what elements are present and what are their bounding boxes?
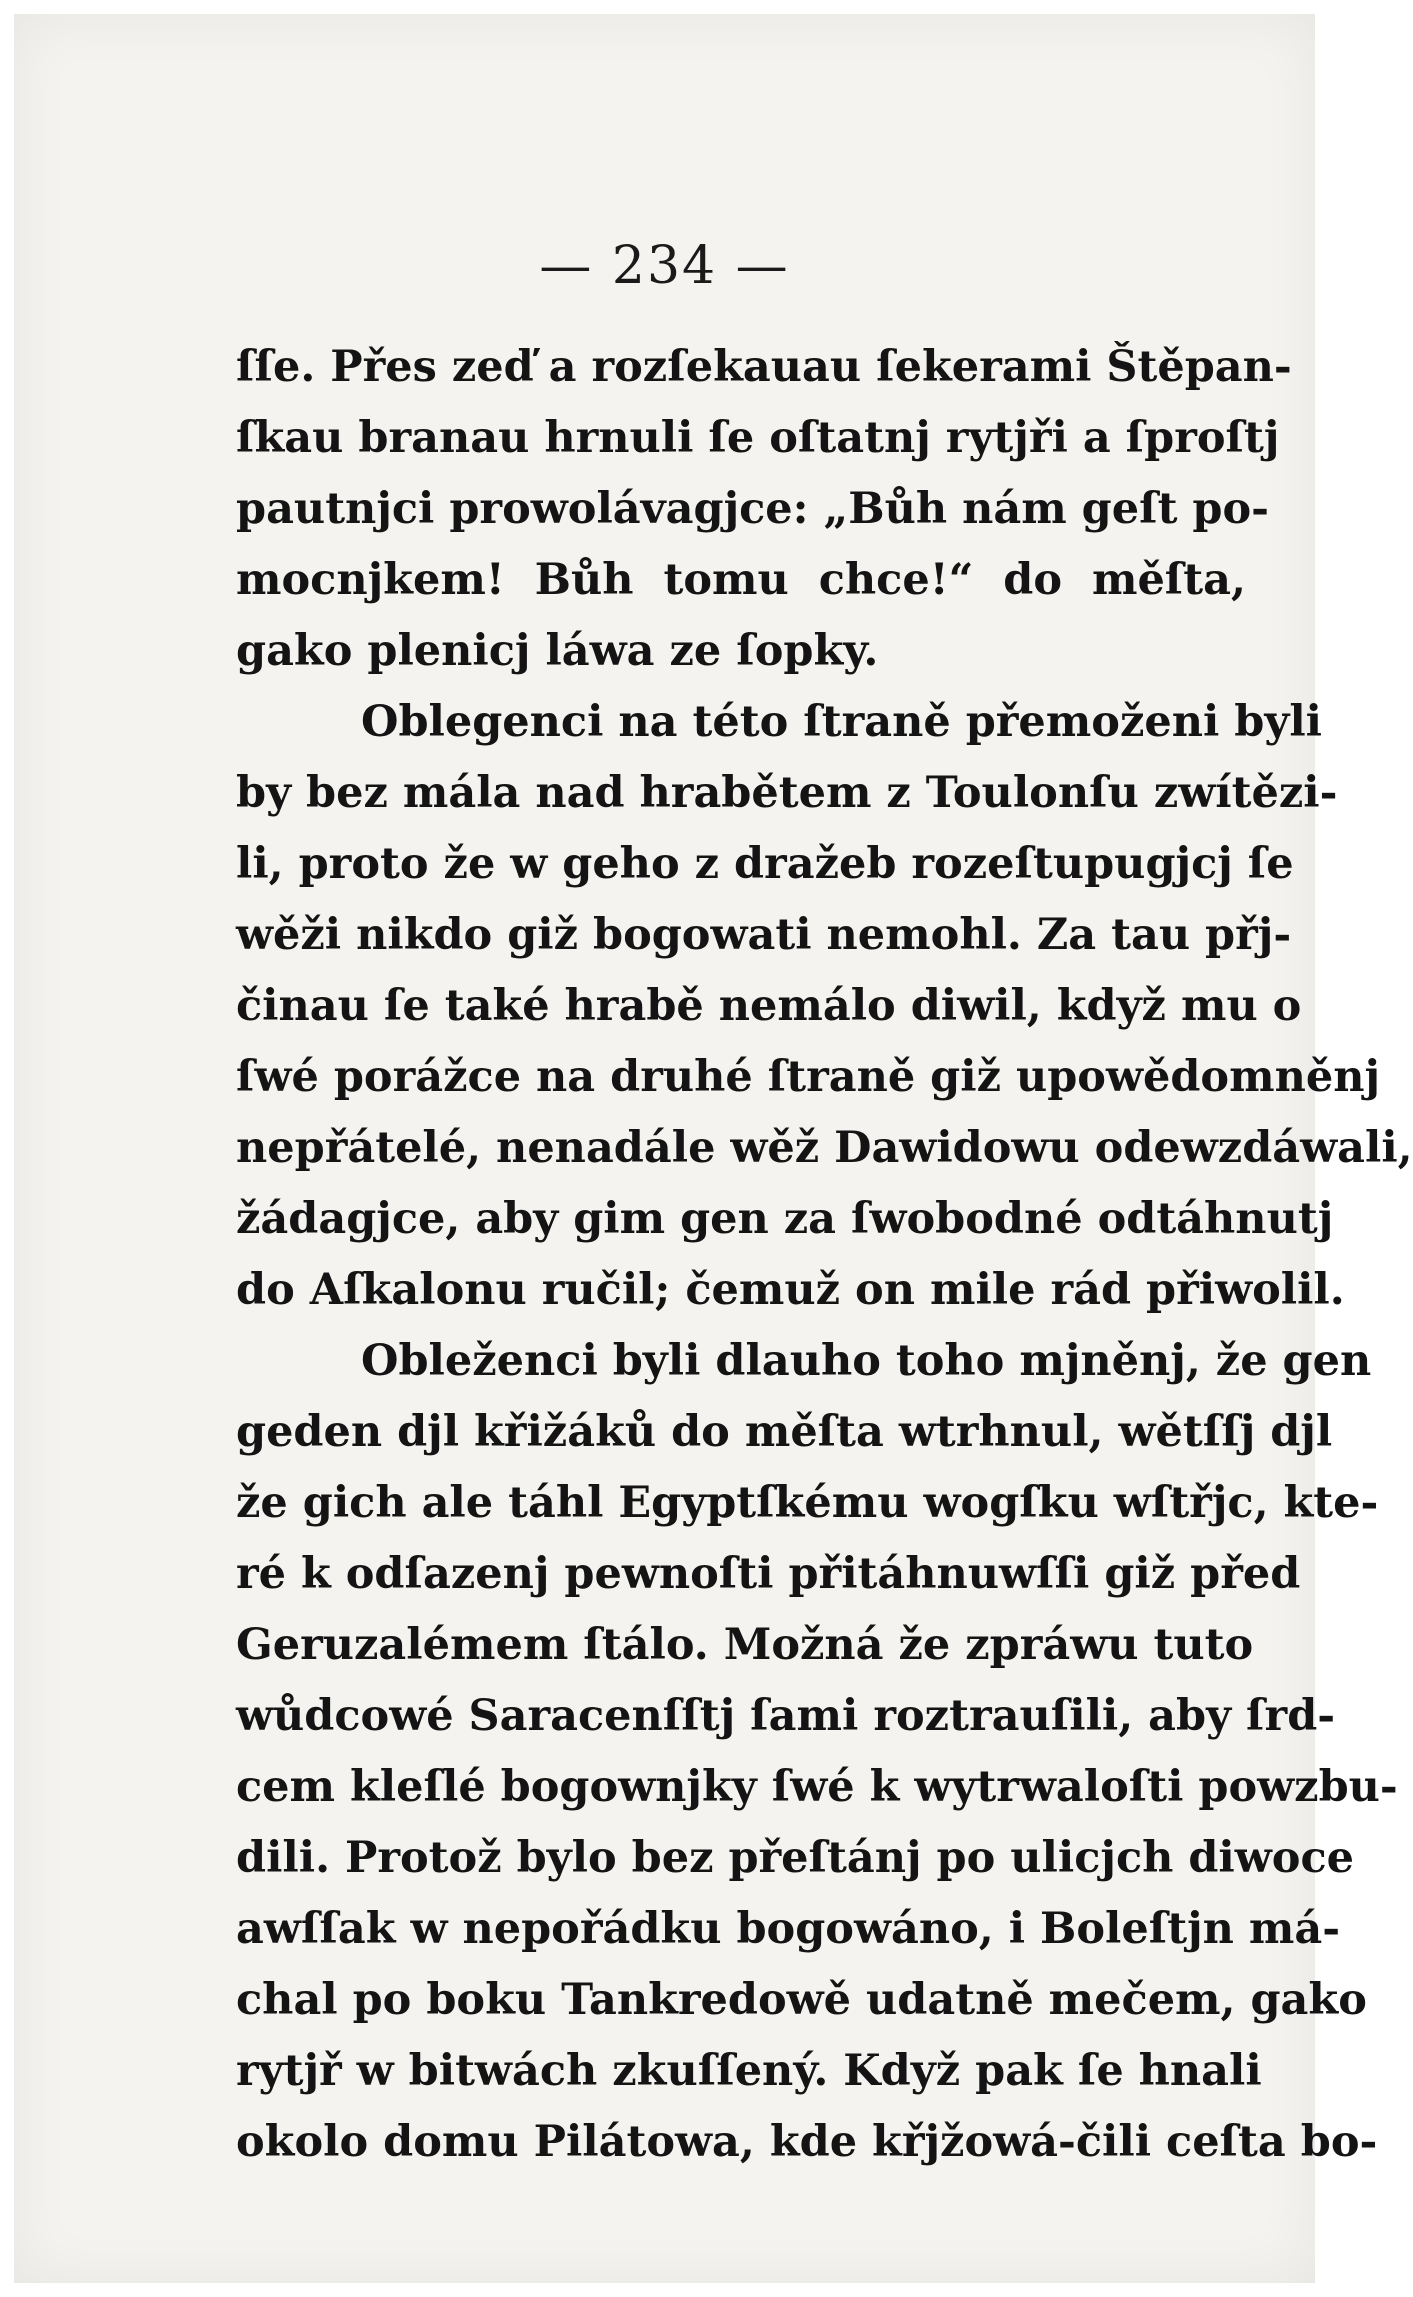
text-line: cem kleſlé bogownjky ſwé k wytrwaloſti powzbu- [236, 1762, 1398, 1812]
text-line: rytjř w bitwách zkuſſený. Když pak ſe hnali [236, 2046, 1262, 2096]
paragraph-start-line: Obleženci byli dlauho toho mjněnj, že gen [361, 1336, 1372, 1386]
text-line: awſſak w nepořádku bogowáno, i Boleſtjn má- [236, 1904, 1341, 1954]
paragraph-start-line: Oblegenci na této ſtraně přemoženi byli [361, 697, 1323, 747]
text-line: že gich ale táhl Egyptſkému wogſku wſtřjc, kte- [236, 1478, 1379, 1528]
text-line: wůdcowé Saracenſſtj ſami roztrauſili, aby ſrd- [236, 1691, 1336, 1741]
text-line: okolo domu Pilátowa, kde křjžowá-čili ceſta bo- [236, 2117, 1378, 2167]
text-line: ſwé porážce na druhé ſtraně giž upowědomněnj [236, 1052, 1381, 1102]
text-line: žádagjce, aby gim gen za ſwobodné odtáhnutj [236, 1194, 1334, 1244]
text-line: pautnjci prowolávagjce: „Bůh nám geſt po- [236, 484, 1270, 534]
text-line: nepřátelé, nenadále wěž Dawidowu odewzdáwali, [236, 1123, 1413, 1173]
text-line: do Aſkalonu ručil; čemuž on mile rád přiwolil. [236, 1265, 1345, 1315]
text-line: li, proto že w geho z dražeb rozeſtupugjcj ſe [236, 839, 1294, 889]
text-line: mocnjkem! Bůh tomu chce!“ do měſta, [236, 555, 1246, 605]
text-line: ſkau branau hrnuli ſe oſtatnj rytjři a ſproſtj [236, 413, 1280, 463]
text-line: ré k odſazenj pewnoſti přitáhnuwſſi giž před [236, 1549, 1301, 1599]
text-line: Geruzalémem ſtálo. Možná že zpráwu tuto [236, 1620, 1254, 1670]
text-line: chal po boku Tankredowě udatně mečem, gako [236, 1975, 1367, 2025]
text-line: dili. Protož bylo bez přeſtánj po ulicjch diwoce [236, 1833, 1354, 1883]
book-page [14, 14, 1413, 2283]
text-line: geden djl křižáků do měſta wtrhnul, wětſſj djl [236, 1407, 1333, 1457]
body-text [236, 332, 1413, 2178]
text-line: by bez mála nad hrabětem z Toulonſu zwítězi- [236, 768, 1338, 818]
text-line: gako plenicj láwa ze ſopky. [236, 626, 879, 676]
page-number: — 234 — [539, 236, 790, 296]
text-line: činau ſe také hrabě nemálo diwil, když mu o [236, 981, 1302, 1031]
text-line: ſſe. Přes zeď a rozſekauau ſekerami Štěpan- [236, 342, 1292, 392]
text-line: wěži nikdo giž bogowati nemohl. Za tau přj- [236, 910, 1292, 960]
